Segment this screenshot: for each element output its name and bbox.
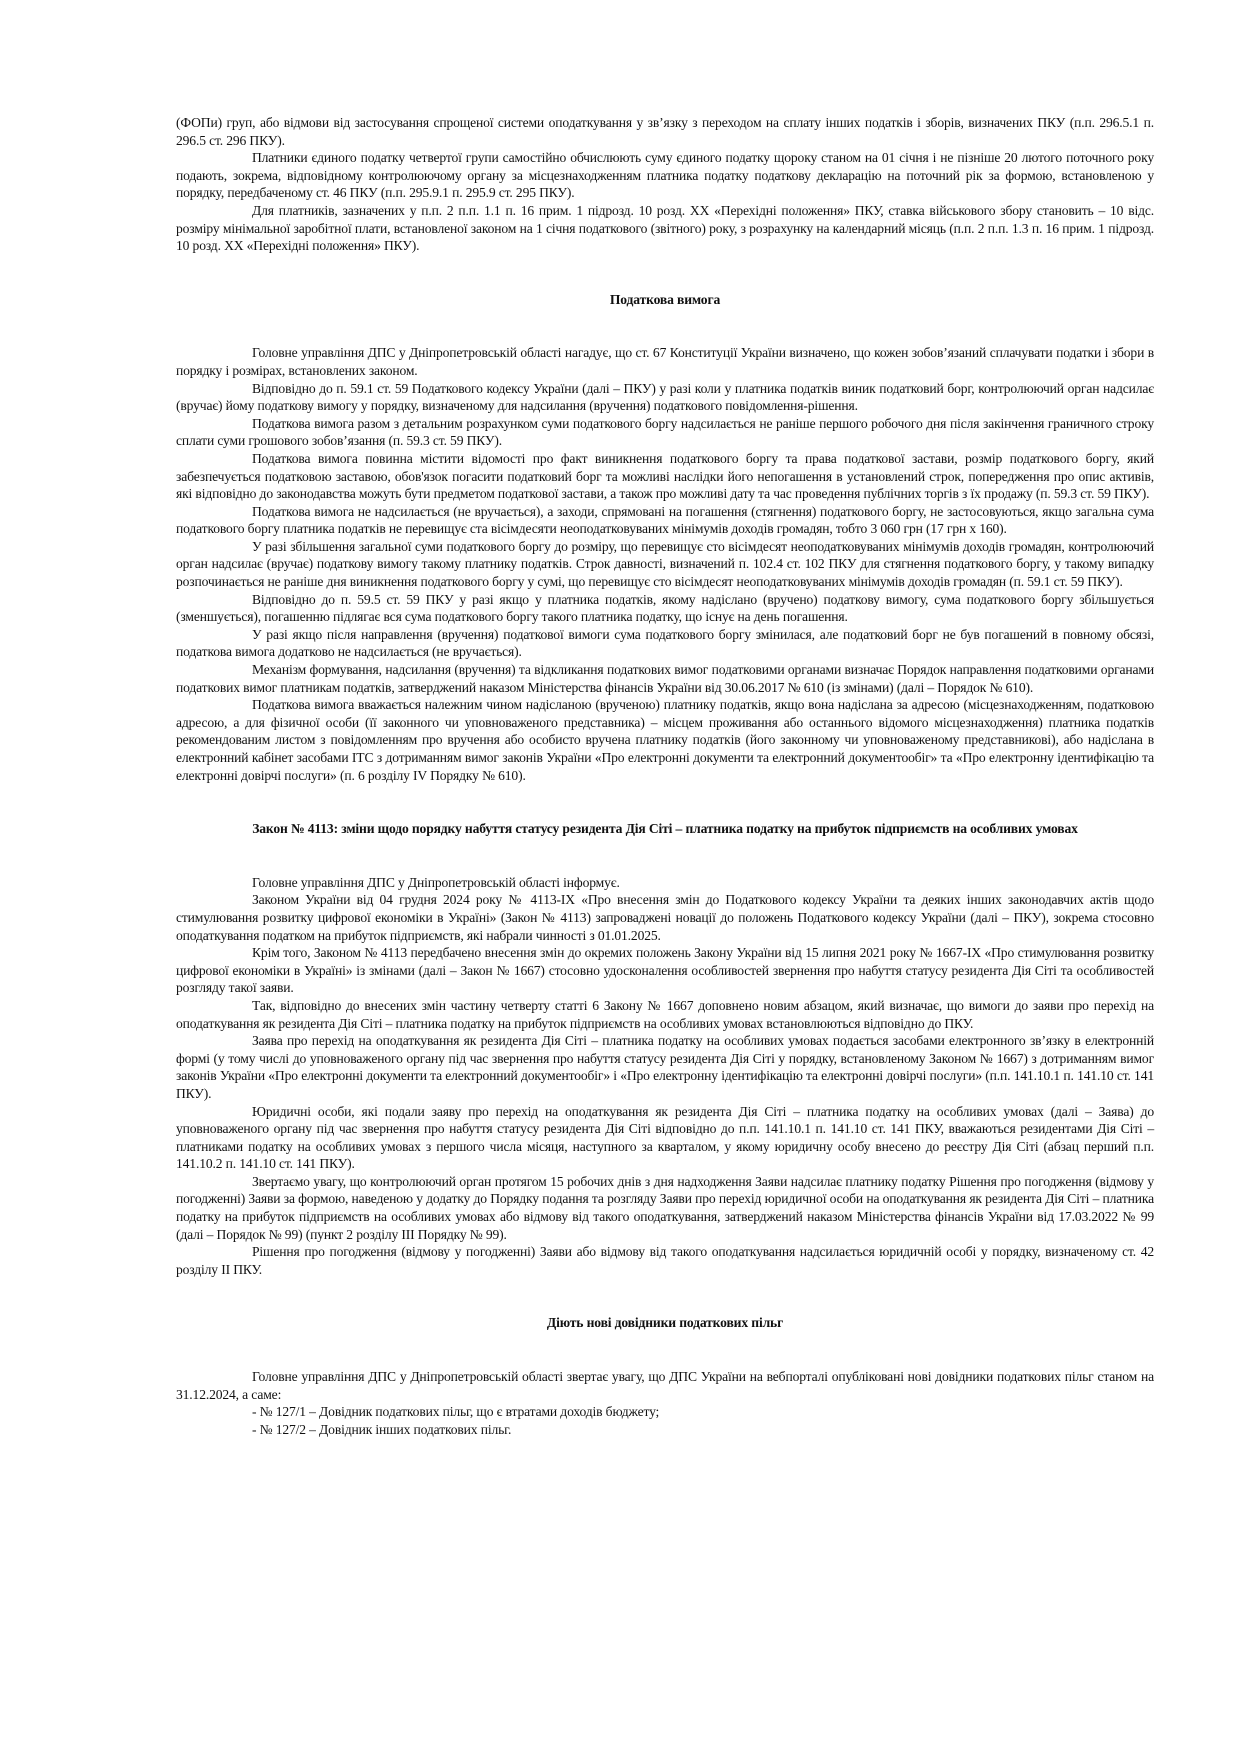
paragraph: У разі збільшення загальної суми податкового боргу до розміру, що перевищує сто вісімдесят неоподатковуваних мінімумів доходів громадян, контролюючий орган надсилає (вручає) податкову вимогу такому платнику податків. Строк давності, визначений п. 102.4 ст. 102 ПКУ для стягнення податкового боргу, у такому випадку розпочинається не раніше дня виникнення податкового боргу у сумі, що перевищує сто вісімдесят неоподатковуваних мінімумів доходів громадян (п. 59.1 ст. 59 ПКУ). xyxy=(176,538,1154,590)
paragraph: Головне управління ДПС у Дніпропетровській області нагадує, що ст. 67 Конституції України визначено, що кожен зобов’язаний сплачувати податки і збори в порядку і розмірах, встановлених законом. xyxy=(176,345,1154,378)
list-item: - № 127/1 – Довідник податкових пільг, що є втратами доходів бюджету; xyxy=(252,1404,660,1420)
paragraph: Юридичні особи, які подали заяву про перехід на оподаткування як резидента Дія Сіті – платника податку на особливих умовах (далі – Заява) до уповноваженого органу під час звернення про набуття статусу резидента Дія Сіті відповідно до п.п. 141.10.1 п. 141.10 ст. 141 ПКУ, вважаються резидентами Дія Сіті – платниками податку на особливих умовах з першого числа місяця, наступного за кварталом, у якому юридичну особу внесено до реєстру Дія Сіті (абзац перший п.п. 141.10.2 п. 141.10 ст. 141 ПКУ). xyxy=(176,1103,1154,1172)
paragraph: Відповідно до п. 59.5 ст. 59 ПКУ у разі якщо у платника податків, якому надіслано (вручено) податкову вимогу, сума податкового боргу збільшується (зменшується), погашенню підлягає вся сума податкового боргу такого платника податку, що існує на день погашення. xyxy=(176,591,1154,625)
paragraph: Крім того, Законом № 4113 передбачено внесення змін до окремих положень Закону України від 15 липня 2021 року № 1667-IX «Про стимулювання розвитку цифрової економіки в Україні» із змінами (далі – Закон № 1667) стосовно удосконалення особливостей звернення про набуття статусу резидента Дія Сіті та особливостей розгляду такої заяви. xyxy=(176,945,1154,996)
paragraph: Податкова вимога не надсилається (не вручається), а заходи, спрямовані на погашення (стягнення) податкового боргу, не застосовуються, якщо загальна сума податкового боргу платника податків не перевищує ста вісімдесяти неоподатковуваних мінімумів доходів громадян, тобто 3 060 грн (17 грн х 160). xyxy=(176,503,1154,537)
section-title: Діють нові довідники податкових пільг xyxy=(546,1315,784,1331)
paragraph: Податкова вимога вважається належним чином надісланою (врученою) платнику податків, якщо вона надіслана за адресою (місцезнаходженням, податковою адресою, а для фізичної особи (її законного чи уповноваженого представника) – місцем проживання або останнього відомого місцезнаходження) платника податків рекомендованим листом з повідомленням про вручення або особисто вручена платнику податків (його законному чи уповноваженому представникові), або надіслана в електронний кабінет засобами ІТС з дотриманням вимог законів України «Про електронні документи та електронний документообіг» та «Про електронну ідентифікацію та електронні довірчі послуги» (п. 6 розділу IV Порядку № 610). xyxy=(176,697,1154,783)
paragraph: Відповідно до п. 59.1 ст. 59 Податкового кодексу України (далі – ПКУ) у разі коли у платника податків виник податковий борг, контролюючий орган надсилає (вручає) йому податкову вимогу у порядку, визначеному для надсилання (вручення) податкового повідомлення-рішення. xyxy=(176,380,1154,414)
section-title: Закон № 4113: зміни щодо порядку набуття статусу резидента Дія Сіті – платника податку на прибуток підприємств на особливих умовах xyxy=(252,821,1078,837)
paragraph: Механізм формування, надсилання (вручення) та відкликання податкових вимог податковими органами визначає Порядок направлення податковими органами податкових вимог платникам податків, затверджений наказом Міністерства фінансів України від 30.06.2017 № 610 (із змінами) (далі – Порядок № 610). xyxy=(176,662,1154,695)
paragraph: Головне управління ДПС у Дніпропетровській області звертає увагу, що ДПС України на вебпорталі опубліковані нові довідники податкових пільг станом на 31.12.2024, а саме: xyxy=(176,1369,1154,1402)
section-title: Податкова вимога xyxy=(609,291,721,307)
paragraph: (ФОПи) груп, або відмови від застосування спрощеної системи оподаткування у зв’язку з переходом на сплату інших податків і зборів, визначених ПКУ (п.п. 296.5.1 п. 296.5 ст. 296 ПКУ). xyxy=(176,115,1154,148)
document-page xyxy=(176,114,1154,1438)
paragraph: Податкова вимога повинна містити відомості про факт виникнення податкового боргу та права податкової застави, розмір податкового боргу, який забезпечується податковою заставою, обов'язок погасити податковий борг та можливі наслідки його непогашення в установлений строк, попередження про опис активів, які відповідно до законодавства можуть бути предметом податкової застави, а також про можливі дату та час проведення публічних торгів з їх продажу (п. 59.3 ст. 59 ПКУ). xyxy=(176,450,1154,502)
paragraph: У разі якщо після направлення (вручення) податкової вимоги сума податкового боргу змінилася, але податковий борг не був погашений в повному обсязі, податкова вимога додатково не надсилається (не вручається). xyxy=(176,626,1154,660)
paragraph: Податкова вимога разом з детальним розрахунком суми податкового боргу надсилається не раніше першого робочого дня після закінчення граничного строку сплати суми грошового зобов’язання (п. 59.3 ст. 59 ПКУ). xyxy=(176,415,1154,449)
paragraph: Заява про перехід на оподаткування як резидента Дія Сіті – платника податку на особливих умовах подається засобами електронного зв’язку в електронній формі (у тому числі до уповноваженого органу під час звернення про набуття статусу резидента Дія Сіті у порядку, встановленому Законом № 1667) з дотриманням вимог законів України «Про електронні документи та електронний документообіг» і «Про електронну ідентифікацію та електронні довірчі послуги» (п.п. 141.10.1 п. 141.10 ст. 141 ПКУ). xyxy=(176,1033,1154,1101)
list-item: - № 127/2 – Довідник інших податкових пільг. xyxy=(252,1421,512,1437)
paragraph: Звертаємо увагу, що контролюючий орган протягом 15 робочих днів з дня надходження Заяви надсилає платнику податку Рішення про погодження (відмову у погодженні) Заяви за формою, наведеною у додатку до Порядку подання та розгляду Заяви про перехід юридичної особи на оподаткування як резидента Дія Сіті – платника податку на прибуток підприємств на особливих умовах або відмову від такого оподаткування, затверджений наказом Міністерства фінансів України від 17.03.2022 № 99 (далі – Порядок № 99) (пункт 2 розділу III Порядку № 99). xyxy=(176,1173,1154,1242)
paragraph: Законом України від 04 грудня 2024 року № 4113-IX «Про внесення змін до Податкового кодексу України та деяких інших законодавчих актів щодо стимулювання розвитку цифрової економіки в Україні» (Закон № 4113) запроваджені новації до положень Податкового кодексу України (далі – ПКУ), зокрема стосовно оподаткування податком на прибуток підприємств, які набрали чинності з 01.01.2025. xyxy=(176,892,1154,943)
paragraph: Для платників, зазначених у п.п. 2 п.п. 1.1 п. 16 прим. 1 підрозд. 10 розд. XX «Перехідні положення» ПКУ, ставка військового збору становить – 10 відс. розміру мінімальної заробітної плати, встановленої законом на 1 січня податкового (звітного) року, з розрахунку на календарний місяць (п.п. 2 п.п. 1.3 п. 16 прим. 1 підрозд. 10 розд. XX «Перехідні положення» ПКУ). xyxy=(176,202,1154,254)
paragraph: Платники єдиного податку четвертої групи самостійно обчислюють суму єдиного податку щороку станом на 01 січня і не пізніше 20 лютого поточного року подають, зокрема, відповідному контролюючому органу за місцезнаходженням платника податку податкову декларацію на поточний рік за формою, встановленою у порядку, передбаченому ст. 46 ПКУ (п.п. 295.9.1 п. 295.9 ст. 295 ПКУ). xyxy=(176,150,1154,201)
paragraph: Так, відповідно до внесених змін частину четверту статті 6 Закону № 1667 доповнено новим абзацом, який визначає, що вимоги до заяви про перехід на оподаткування як резидента Дія Сіті – платника податку на прибуток підприємств на особливих умовах встановлюються відповідно до ПКУ. xyxy=(176,997,1154,1031)
paragraph: Рішення про погодження (відмову у погодженні) Заяви або відмову від такого оподаткування надсилається юридичній особі у порядку, визначеному ст. 42 розділу II ПКУ. xyxy=(176,1244,1154,1277)
paragraph: Головне управління ДПС у Дніпропетровській області інформує. xyxy=(252,874,620,890)
